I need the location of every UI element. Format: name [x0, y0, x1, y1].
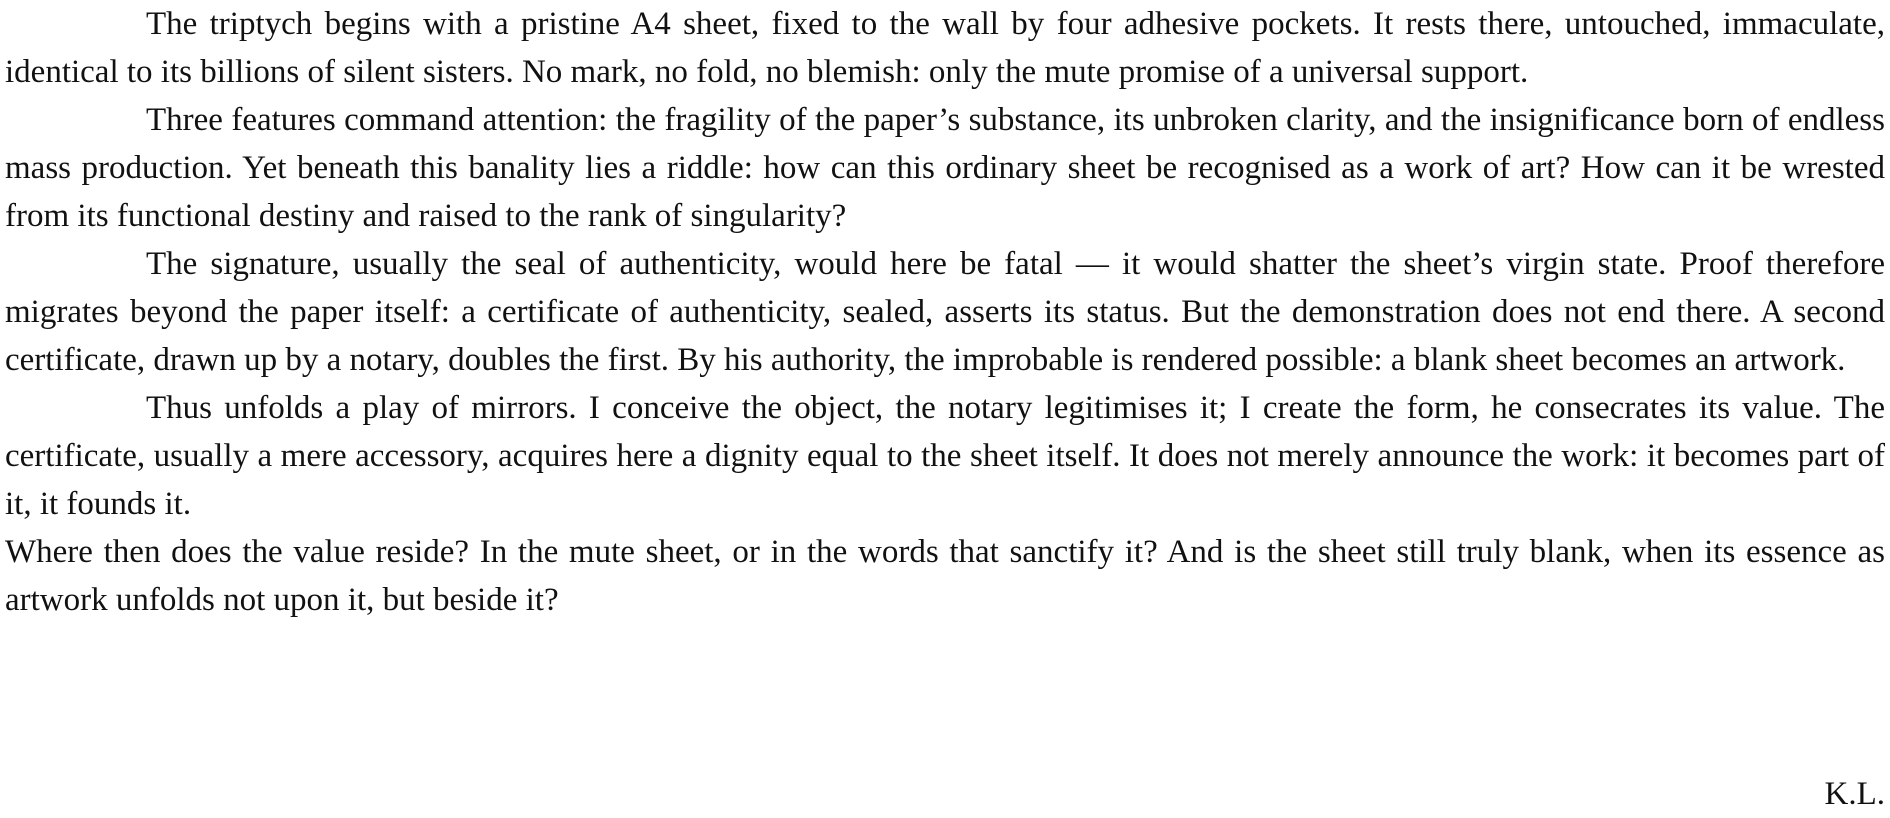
document-body: [5, 0, 1885, 624]
author-signature: K.L.: [1824, 776, 1885, 812]
paragraph-4: Thus unfolds a play of mirrors. I conceive the object, the notary legitimises it; I create the form, he consecrates its value. The certificate, usually a mere accessory, acquires here a dignity equal to the sheet itself. It does not merely announce the work: it becomes part of it, it founds it.: [5, 390, 1885, 522]
paragraph-5: Where then does the value reside? In the mute sheet, or in the words that sanctify it? And is the sheet still truly blank, when its essence as artwork unfolds not upon it, but beside it?: [5, 534, 1885, 618]
paragraph-3: The signature, usually the seal of authenticity, would here be fatal — it would shatter the sheet’s virgin state. Proof therefore migrates beyond the paper itself: a certificate of authenticity, sealed, asserts its status. But the demonstration does not end there. A second certificate, drawn up by a notary, doubles the first. By his authority, the improbable is rendered possible: a blank sheet becomes an artwork.: [5, 246, 1885, 378]
paragraph-1: The triptych begins with a pristine A4 sheet, fixed to the wall by four adhesive pockets. It rests there, untouched, immaculate, identical to its billions of silent sisters. No mark, no fold, no blemish: only the mute promise of a universal support.: [5, 6, 1885, 90]
paragraph-2: Three features command attention: the fragility of the paper’s substance, its unbroken clarity, and the insignificance born of endless mass production. Yet beneath this banality lies a riddle: how can this ordinary sheet be recognised as a work of art? How can it be wrested from its functional destiny and raised to the rank of singularity?: [5, 102, 1885, 234]
